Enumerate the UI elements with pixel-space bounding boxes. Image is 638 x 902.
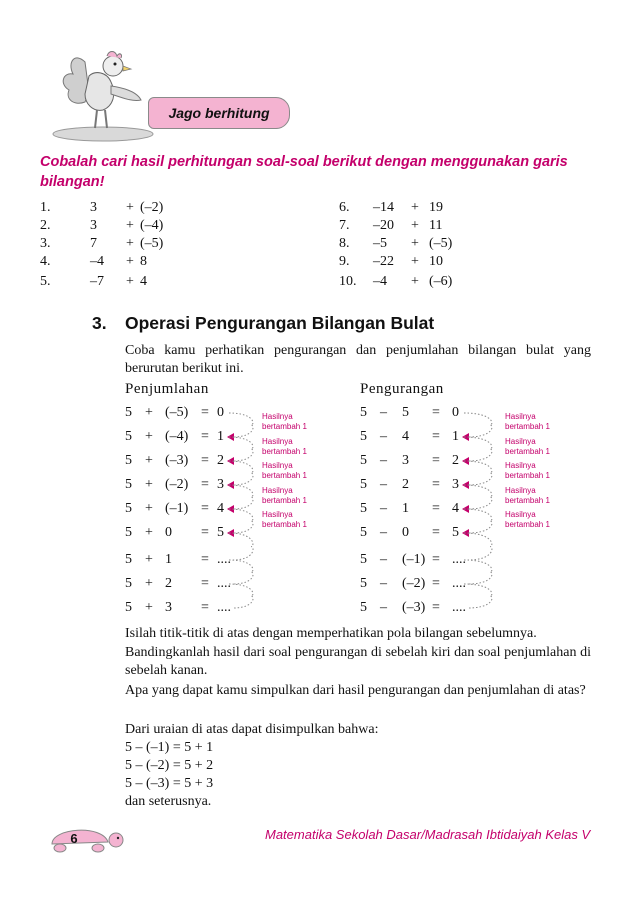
equation-b: 2 [165, 576, 172, 591]
exercise-item [40, 234, 280, 254]
equation-eq: = [432, 477, 440, 492]
equation-r: 3 [217, 477, 224, 492]
equation-b: (–4) [165, 429, 189, 444]
equation-op: – [380, 453, 387, 468]
exercise-b: 10 [429, 254, 443, 269]
equation-a: 5 [360, 600, 367, 615]
pattern-note-line-1: Hasilnya [262, 436, 293, 446]
heading-pengurangan: Pengurangan [360, 381, 444, 397]
equation-op: – [380, 501, 387, 516]
equation-op: + [145, 552, 153, 567]
page-number: 6 [70, 831, 78, 846]
equation-b: 5 [402, 405, 409, 420]
pattern-note-line-2: bertambah 1 [262, 471, 307, 480]
exercise-b: (–4) [140, 218, 164, 233]
equation-a: 5 [360, 576, 367, 591]
pattern-bracket [229, 485, 253, 509]
equation-b: 1 [402, 501, 409, 516]
exercise-b: 4 [140, 274, 147, 289]
exercise-no: 3. [40, 236, 51, 251]
equation-op: – [380, 600, 387, 615]
pattern-note-line-2: bertambah 1 [262, 520, 307, 529]
pattern-note-line-2: bertambah 1 [505, 471, 550, 480]
exercise-op: + [126, 254, 134, 269]
exercise-a: –5 [373, 236, 387, 251]
pattern-bracket [464, 560, 492, 584]
equation-r: 0 [217, 405, 224, 420]
exercise-no: 8. [339, 236, 350, 251]
equation-a: 5 [360, 429, 367, 444]
paragraph-fill-in: Isilah titik-titik di atas dengan memperhatikan pola bilangan sebelumnya. [125, 626, 537, 641]
conclusion-tail: dan seterusnya. [125, 794, 212, 809]
pattern-bracket [229, 413, 253, 437]
section-number: 3. [92, 313, 107, 333]
equation-eq: = [432, 405, 440, 420]
equation-op: – [380, 576, 387, 591]
equation-op: – [380, 552, 387, 567]
pattern-note-line-1: Hasilnya [262, 461, 293, 470]
equation-eq: = [432, 453, 440, 468]
equation-r: 2 [452, 453, 459, 468]
equation-a: 5 [125, 405, 132, 420]
intro-instruction: Cobalah cari hasil perhitungan soal-soal berikut dengan menggunakan garis bilangan! [40, 154, 568, 190]
exercise-item [40, 272, 280, 292]
equation-eq: = [201, 477, 209, 492]
exercise-no: 9. [339, 254, 350, 269]
pattern-note-line-2: bertambah 1 [505, 495, 550, 505]
exercise-list-right [335, 198, 575, 298]
exercise-a: 7 [90, 236, 97, 251]
equation-r: .... [217, 552, 231, 567]
exercise-no: 1. [40, 200, 51, 215]
pattern-note-line-1: Hasilnya [505, 461, 536, 470]
pattern-note-line-1: Hasilnya [505, 436, 536, 446]
equation-r: .... [217, 600, 231, 615]
equation-a: 5 [125, 525, 132, 540]
exercise-op: + [126, 274, 134, 289]
pattern-note-line-2: bertambah 1 [262, 495, 307, 505]
exercise-item [335, 252, 575, 272]
pattern-bracket [464, 413, 492, 437]
pattern-note-line-1: Hasilnya [262, 510, 293, 519]
equation-b: 2 [402, 477, 409, 492]
equation-eq: = [432, 552, 440, 567]
exercise-a: –7 [90, 274, 104, 289]
equation-r: 1 [217, 429, 224, 444]
equation-op: + [145, 600, 153, 615]
section-intro: Coba kamu perhatikan pengurangan dan penjumlahan bilangan bulat yang berurutan berikut ini. [125, 343, 591, 376]
exercise-a: –4 [90, 254, 104, 269]
exercise-no: 10. [339, 274, 357, 289]
equation-eq: = [432, 600, 440, 615]
equation-op: – [380, 429, 387, 444]
pattern-note-line-2: bertambah 1 [505, 422, 550, 431]
equation-op: – [380, 477, 387, 492]
pattern-note-line-2: bertambah 1 [505, 520, 550, 529]
exercise-a: 3 [90, 218, 97, 233]
pattern-brackets-left [225, 404, 265, 614]
exercise-b: 8 [140, 254, 147, 269]
equation-a: 5 [360, 453, 367, 468]
equation-op: + [145, 576, 153, 591]
pattern-bracket [464, 461, 492, 485]
equation-a: 5 [125, 576, 132, 591]
pattern-note-line-2: bertambah 1 [262, 446, 307, 456]
exercise-list-left [40, 198, 280, 298]
exercise-op: + [126, 218, 134, 233]
equation-eq: = [432, 525, 440, 540]
equation-eq: = [201, 453, 209, 468]
equation-r: 0 [452, 405, 459, 420]
pattern-bracket [229, 509, 253, 533]
exercise-item [335, 216, 575, 236]
equation-r: 4 [452, 501, 459, 516]
exercise-a: –20 [373, 218, 394, 233]
exercise-b: (–5) [140, 236, 164, 251]
exercise-no: 4. [40, 254, 51, 269]
equation-r: 5 [452, 525, 459, 540]
equation-b: (–3) [165, 453, 189, 468]
pattern-note-line-1: Hasilnya [505, 510, 536, 519]
equation-b: 1 [165, 552, 172, 567]
exercise-item [40, 198, 280, 218]
equation-a: 5 [125, 429, 132, 444]
equation-a: 5 [125, 501, 132, 516]
equation-op: + [145, 525, 153, 540]
equation-a: 5 [360, 405, 367, 420]
pattern-note-line-1: Hasilnya [505, 412, 536, 421]
equation-b: (–5) [165, 405, 189, 420]
equation-b: 0 [402, 525, 409, 540]
equation-eq: = [432, 576, 440, 591]
equation-r: 5 [217, 525, 224, 540]
exercise-item [40, 252, 280, 272]
exercise-a: 3 [90, 200, 97, 215]
equation-eq: = [432, 429, 440, 444]
equation-a: 5 [360, 477, 367, 492]
equation-op: + [145, 405, 153, 420]
equation-op: + [145, 477, 153, 492]
exercise-op: + [411, 274, 419, 289]
pattern-note-line-1: Hasilnya [505, 485, 536, 495]
pattern-note-line-2: bertambah 1 [505, 446, 550, 456]
exercise-no: 6. [339, 200, 350, 215]
equation-a: 5 [360, 501, 367, 516]
exercise-a: –4 [373, 274, 387, 289]
equation-b: (–1) [402, 552, 426, 567]
equation-eq: = [201, 552, 209, 567]
equation-r: 3 [452, 477, 459, 492]
equation-op: – [380, 405, 387, 420]
equation-eq: = [201, 576, 209, 591]
exercise-no: 5. [40, 274, 51, 289]
exercise-op: + [126, 236, 134, 251]
exercise-op: + [126, 200, 134, 215]
equation-eq: = [201, 405, 209, 420]
equation-op: + [145, 501, 153, 516]
equation-r: 2 [217, 453, 224, 468]
pattern-brackets-right [460, 404, 505, 614]
equation-a: 5 [125, 600, 132, 615]
equation-eq: = [201, 429, 209, 444]
equation-a: 5 [360, 552, 367, 567]
section-title: Operasi Pengurangan Bilangan Bulat [125, 313, 435, 333]
pattern-bracket [229, 560, 253, 584]
pattern-bracket [464, 437, 492, 461]
equation-r: 4 [217, 501, 224, 516]
exercise-no: 2. [40, 218, 51, 233]
paragraph-question: Apa yang dapat kamu simpulkan dari hasil pengurangan dan penjumlahan di atas? [125, 683, 586, 698]
equation-eq: = [201, 501, 209, 516]
pattern-bracket [464, 533, 492, 560]
equation-op: + [145, 429, 153, 444]
pattern-bracket [229, 437, 253, 461]
exercise-no: 7. [339, 218, 350, 233]
exercise-b: (–2) [140, 200, 164, 215]
equation-a: 5 [125, 453, 132, 468]
equation-a: 5 [360, 525, 367, 540]
exercise-op: + [411, 218, 419, 233]
exercise-a: –14 [373, 200, 394, 215]
exercise-op: + [411, 236, 419, 251]
exercise-item [335, 198, 575, 218]
equation-b: (–2) [165, 477, 189, 492]
equation-b: (–3) [402, 600, 426, 615]
exercise-item [335, 272, 575, 292]
pattern-bracket [464, 485, 492, 509]
equation-a: 5 [125, 552, 132, 567]
pattern-note-line-1: Hasilnya [262, 485, 293, 495]
equation-b: (–1) [165, 501, 189, 516]
exercise-op: + [411, 200, 419, 215]
exercise-item [40, 216, 280, 236]
pattern-note-line-1: Hasilnya [262, 412, 293, 421]
footer-book-title: Matematika Sekolah Dasar/Madrasah Ibtidaiyah Kelas V [265, 827, 591, 842]
equation-b: 3 [402, 453, 409, 468]
equation-b: 4 [402, 429, 409, 444]
pattern-note-line-2: bertambah 1 [262, 422, 307, 431]
equation-a: 5 [125, 477, 132, 492]
exercise-b: 19 [429, 200, 443, 215]
rooster-icon [45, 42, 165, 142]
equation-r: .... [452, 576, 466, 591]
equation-op: – [380, 525, 387, 540]
conclusion-line-3: 5 – (–3) = 5 + 3 [125, 776, 214, 791]
equation-b: 3 [165, 600, 172, 615]
pattern-bracket [229, 533, 253, 560]
equation-eq: = [432, 501, 440, 516]
equation-r: .... [217, 576, 231, 591]
conclusion-line-1: 5 – (–1) = 5 + 1 [125, 740, 214, 755]
equation-op: + [145, 453, 153, 468]
equation-b: 0 [165, 525, 172, 540]
pattern-bracket [229, 461, 253, 485]
exercise-a: –22 [373, 254, 394, 269]
equation-r: .... [452, 600, 466, 615]
equation-r: 1 [452, 429, 459, 444]
section-banner: Jago berhitung [148, 97, 290, 129]
equation-r: .... [452, 552, 466, 567]
equation-b: (–2) [402, 576, 426, 591]
exercise-b: (–6) [429, 274, 453, 289]
exercise-item [335, 234, 575, 254]
equation-eq: = [201, 600, 209, 615]
heading-penjumlahan: Penjumlahan [125, 381, 209, 397]
paragraph-compare: Bandingkanlah hasil dari soal pengurangan di sebelah kiri dan soal penjumlahan di sebelah kanan. [125, 645, 591, 678]
exercise-b: 11 [429, 218, 443, 233]
pattern-bracket [229, 584, 253, 608]
equation-eq: = [201, 525, 209, 540]
exercise-op: + [411, 254, 419, 269]
conclusion-line-2: 5 – (–2) = 5 + 2 [125, 758, 214, 773]
exercise-b: (–5) [429, 236, 453, 251]
conclusion-lead: Dari uraian di atas dapat disimpulkan bahwa: [125, 722, 379, 737]
pattern-bracket [464, 584, 492, 608]
pattern-bracket [464, 509, 492, 533]
